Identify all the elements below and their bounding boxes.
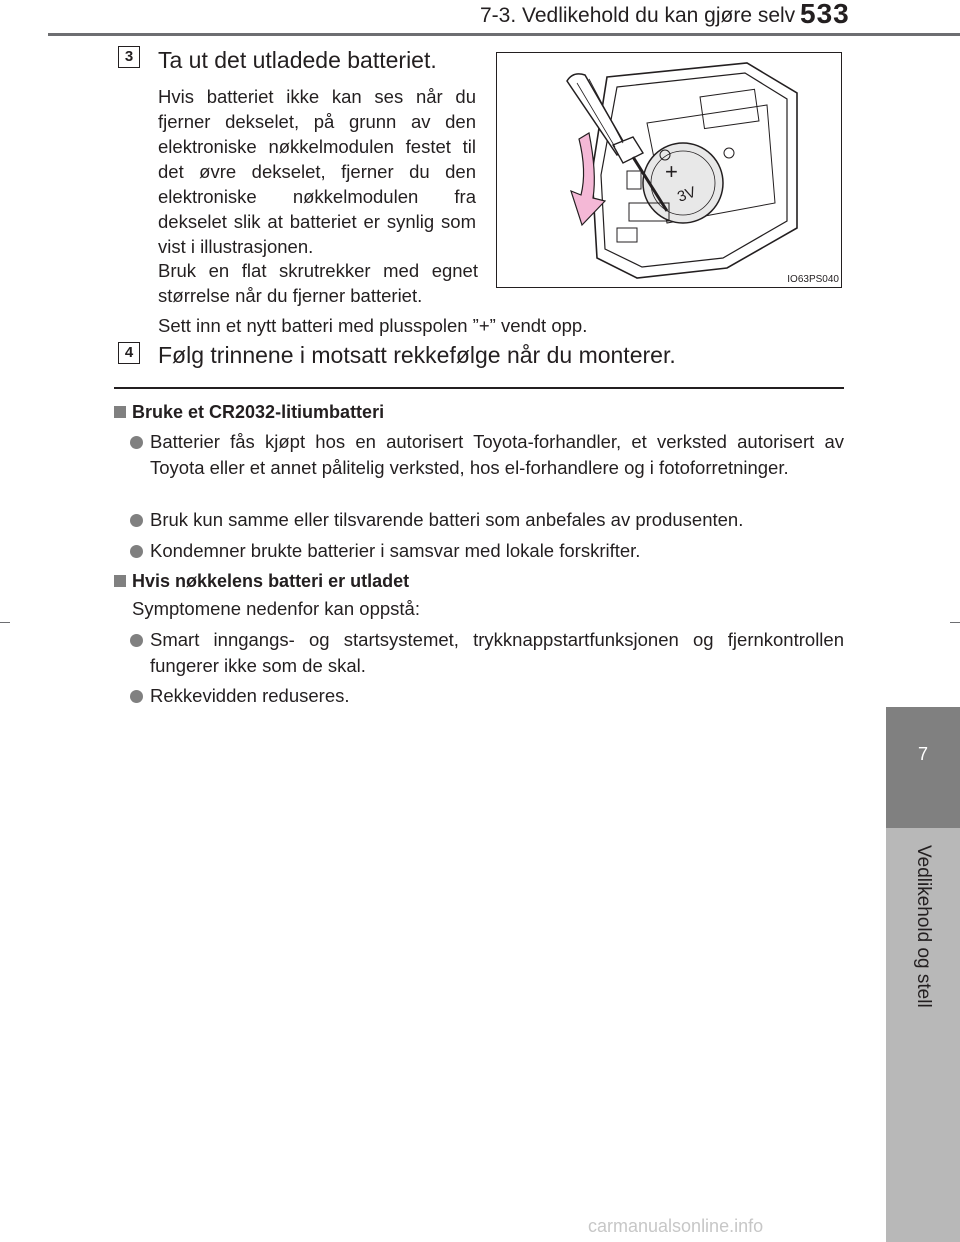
battery-type-heading: [114, 402, 384, 423]
depleted-battery-heading-text: Hvis nøkkelens batteri er utladet: [132, 571, 410, 591]
depleted-battery-heading: [114, 571, 409, 592]
round-bullet-icon: [130, 514, 143, 527]
battery-plus-label: +: [665, 159, 678, 184]
battery-type-heading-text: Bruke et CR2032-litiumbatteri: [132, 402, 385, 422]
list-item-text: Batterier fås kjøpt hos en autorisert Toyota-forhandler, et verksted autorisert av Toyota eller et annet pålitelig verksted, hos el-forhandlere og i fotoforretninger.: [150, 431, 844, 478]
section-title: 7-3. Vedlikehold du kan gjøre selv: [480, 4, 796, 27]
round-bullet-icon: [130, 634, 143, 647]
battery-voltage-label: 3V: [675, 183, 699, 206]
battery-removal-illustration: [496, 52, 842, 288]
crop-mark-left: [0, 622, 10, 623]
page-number: 533: [800, 0, 850, 29]
step-3-paragraph-3: Sett inn et nytt batteri med plusspolen ”+” vendt opp.: [158, 315, 588, 336]
page-header: [0, 0, 960, 40]
list-item: [130, 627, 844, 681]
header-rule: [48, 33, 960, 36]
section-divider: [114, 387, 844, 389]
chapter-tab-number: 7: [886, 707, 960, 828]
step-3-paragraph-1: Hvis batteriet ikke kan ses når du fjerner dekselet, på grunn av den elektroniske nøkkelmodulen festet til det øvre dekselet, fjerner du den elektroniske nøkkelmodulen fra dekselet slik at batteriet er synlig som vist i illustrasjonen.: [158, 86, 476, 257]
step-3-badge: 3: [118, 46, 140, 68]
crop-mark-right: [950, 622, 960, 623]
figure-code: IO63PS040: [787, 274, 839, 285]
coin-battery: [643, 143, 723, 223]
list-item: [130, 538, 844, 566]
round-bullet-icon: [130, 690, 143, 703]
symptoms-intro: Symptomene nedenfor kan oppstå:: [132, 598, 420, 619]
list-item-text: Rekkevidden reduseres.: [150, 685, 350, 706]
chapter-tab-label: Vedlikehold og stell: [913, 845, 934, 1008]
step-3-paragraph-2: Bruk en flat skrutrekker med egnet størrelse når du fjerner batteriet.: [158, 260, 478, 306]
key-fob-illustration: [497, 53, 840, 286]
rotate-arrow-icon: [571, 133, 605, 225]
square-bullet-icon: [114, 406, 126, 418]
list-item-text: Bruk kun samme eller tilsvarende batteri som anbefales av produsenten.: [150, 509, 744, 530]
list-item: [130, 429, 844, 507]
list-item-text: Smart inngangs- og startsystemet, trykknappstartfunksjonen og fjernkontrollen fungerer ikke som de skal.: [150, 629, 844, 676]
watermark: carmanualsonline.info: [588, 1216, 764, 1236]
round-bullet-icon: [130, 545, 143, 558]
step-4-badge: 4: [118, 342, 140, 364]
square-bullet-icon: [114, 575, 126, 587]
list-item: [130, 683, 844, 711]
step-3-title: Ta ut det utladede batteriet.: [158, 47, 437, 73]
list-item-text: Kondemner brukte batterier i samsvar med lokale forskrifter.: [150, 540, 641, 561]
step-4-title: Følg trinnene i motsatt rekkefølge når du monterer.: [158, 342, 676, 368]
round-bullet-icon: [130, 436, 143, 449]
list-item: [130, 507, 844, 535]
